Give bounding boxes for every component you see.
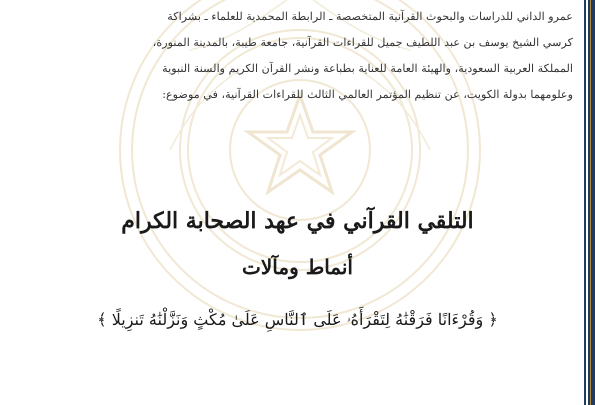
quran-verse: ﴿ وَقُرْءَانًا فَرَقْنَٰهُ لِتَقْرَأَهُۥ عَلَى ٱلنَّاسِ عَلَىٰ مُكْثٍ وَنَزَّلْنَٰهُ تَنزِيلًا ﴾ bbox=[97, 310, 498, 329]
conference-subtitle: أنماط ومآلات bbox=[242, 255, 353, 279]
conference-title: التلقي القرآني في عهد الصحابة الكرام bbox=[121, 208, 474, 234]
intro-paragraph bbox=[18, 4, 573, 108]
paragraph-line: وعلومهما بدولة الكويت، عن تنظيم المؤتمر العالمي الثالث للقراءات القرآنية، في موضوع: bbox=[162, 88, 573, 101]
paragraph-line: عمرو الداني للدراسات والبحوث القرآنية المتخصصة ـ الرابطة المحمدية للعلماء ـ بشراكة bbox=[167, 10, 573, 23]
page-border-right bbox=[584, 0, 595, 405]
border-line bbox=[586, 0, 588, 405]
paragraph-line: المملكة العربية السعودية، والهيئة العامة للعناية بطباعة ونشر القرآن الكريم والسنة النبوية bbox=[162, 62, 573, 75]
paragraph-line: كرسي الشيخ يوسف بن عبد اللطيف جميل للقراءات القرآنية، جامعة طيبة، بالمدينة المنورة، bbox=[152, 36, 573, 49]
border-accent-line bbox=[590, 0, 591, 405]
